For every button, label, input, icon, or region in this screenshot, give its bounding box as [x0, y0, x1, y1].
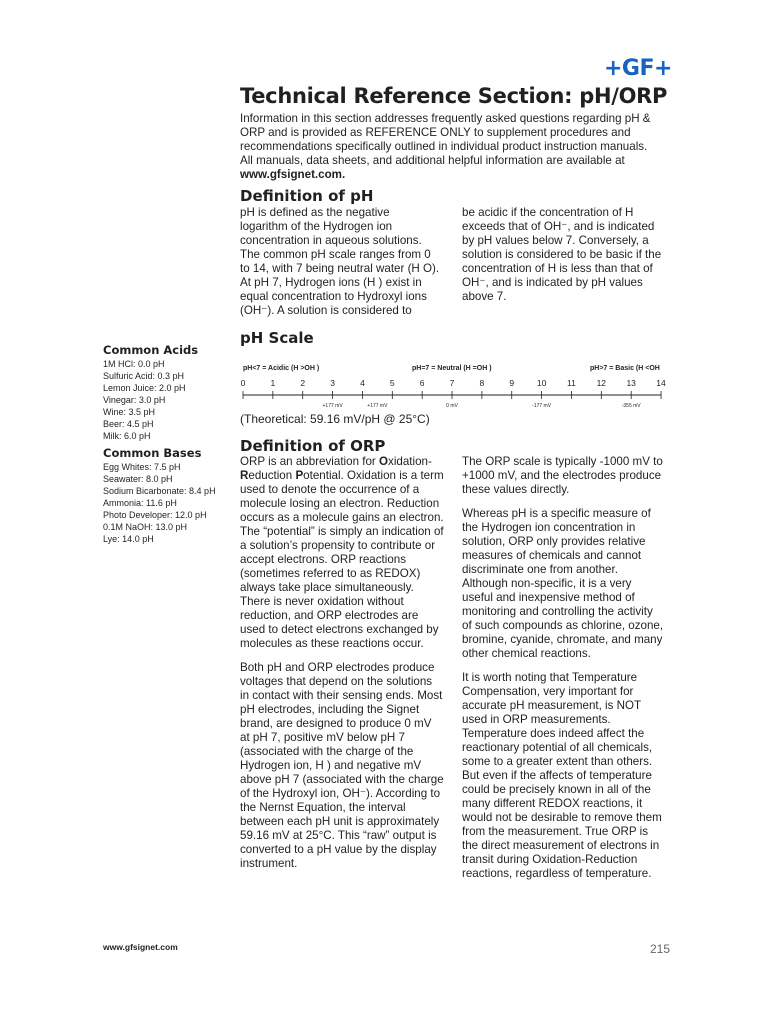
orp-left-paragraph-2: Both pH and ORP electrodes produce voltages that depend on the solutions in contact with their sensing ends. Most pH electrodes, including the Signet brand, are designed to produce 0 mV at pH 7, positive mV below pH 7 (associated with the charge of the Hydrogen ion, H ) and negative mV above pH 7 (associated with the charge of the Hydroxyl ion, OH⁻). According to the Nernst Equation, the interval between each pH unit is approximately 59.16 mV at 25°C. This “raw” output is converted to a pH value by the display instrument. [240, 661, 444, 870]
scale-number: 7 [449, 378, 455, 388]
scale-number: 14 [656, 378, 666, 388]
ph-definition-heading: Definition of pH [240, 187, 374, 205]
scale-number: 8 [479, 378, 485, 388]
orp-left-paragraph-1 [240, 455, 444, 651]
base-list-item: Photo Developer: 12.0 pH [103, 510, 207, 520]
orp-p1-bold-o: O [378, 455, 389, 468]
ph-definition-right-column: be acidic if the concentration of H exceeds that of OH⁻, and is indicated by pH values below 7. Conversely, a solution is considered to be basic if the concentration of H is less than that of OH⁻, and is indicated by pH values above 7. [462, 206, 662, 303]
acid-list-item: Sulfuric Acid: 0.3 pH [103, 371, 185, 381]
base-list-item: Ammonia: 11.6 pH [103, 498, 177, 508]
scale-number: 3 [330, 378, 335, 388]
orp-right-paragraph-2: Whereas pH is a specific measure of the Hydrogen ion concentration in solution, ORP only provides relative measures of chemicals and cannot discriminate one from another. Although non-specific, it is a very useful and inexpensive method of monitoring and controlling the activity of such compounds as chlorine, ozone, bromine, cyanide, chromate, and many other chemical reactions. [462, 507, 664, 660]
base-list-item: Egg Whites: 7.5 pH [103, 462, 181, 472]
base-list-item: Lye: 14.0 pH [103, 534, 154, 544]
intro-text: Information in this section addresses frequently asked questions regarding pH & ORP and is provided as REFERENCE ONLY to supplement procedures and recommendations specifically outlined in individual product instruction manuals. All manuals, data sheets, and additional helpful information are available at [240, 112, 651, 167]
orp-p1-bold-p: P [295, 469, 304, 482]
acid-list-item: Lemon Juice: 2.0 pH [103, 383, 186, 393]
scale-mv-labels [323, 403, 642, 409]
orp-p1-text-a: ORP is an abbreviation for [240, 455, 379, 468]
orp-p1-text-c: eduction [248, 469, 296, 482]
basic-label: pH>7 = Basic (H <OH [590, 365, 660, 372]
theoretical-note: (Theoretical: 59.16 mV/pH @ 25°C) [240, 412, 430, 426]
common-acids-heading: Common Acids [103, 343, 199, 357]
common-bases-list [103, 461, 238, 545]
footer-url[interactable]: www.gfsignet.com [103, 942, 178, 952]
scale-numbers [241, 378, 666, 388]
base-list-item: Sodium Bicarbonate: 8.4 pH [103, 486, 216, 496]
gf-logo: +GF+ [604, 56, 672, 81]
orp-left-column [240, 455, 444, 871]
website-link[interactable]: www.gfsignet.com. [240, 168, 346, 181]
scale-number: 10 [536, 378, 547, 388]
page-number: 215 [650, 942, 671, 956]
scale-number: 11 [567, 378, 576, 388]
orp-p1-bold-r: R [240, 469, 249, 482]
orp-right-column [462, 455, 664, 881]
scale-number: 12 [596, 378, 607, 388]
scale-mv-label: +177 mV [322, 403, 343, 409]
scale-number: 6 [419, 378, 425, 388]
scale-number: 1 [270, 378, 276, 388]
ph-scale-heading: pH Scale [240, 329, 314, 347]
scale-number: 4 [360, 378, 365, 388]
common-bases-heading: Common Bases [103, 446, 202, 460]
orp-p1-text-b: xidation- [388, 455, 432, 468]
ph-definition-left-column: pH is defined as the negative logarithm of the Hydrogen ion concentration in aqueous solutions. The common pH scale ranges from 0 to 14, with 7 being neutral water (H O). At pH 7, Hydrogen ions (H ) exist in equal concentration to Hydroxyl ions (OH⁻). A solution is considered to [240, 206, 440, 317]
common-bases-box [103, 446, 238, 545]
common-acids-box [103, 343, 238, 442]
acid-list-item: 1M HCl: 0.0 pH [103, 359, 165, 369]
ph-scale-diagram [236, 360, 668, 410]
scale-mv-label: +177 mV [367, 403, 388, 409]
scale-number: 0 [240, 378, 246, 388]
orp-definition-heading: Definition of ORP [240, 437, 386, 455]
scale-mv-label: -177 mV [532, 403, 552, 409]
common-acids-list [103, 358, 238, 442]
orp-right-paragraph-1: The ORP scale is typically -1000 mV to +1000 mV, and the electrodes produce these values directly. [462, 455, 663, 496]
scale-number: 5 [389, 378, 395, 388]
acidic-label: pH<7 = Acidic (H >OH ) [243, 365, 320, 372]
orp-p1-text-d: otential. Oxidation is a term used to denote the occurrence of a molecule losing an electron. Reduction occurs as a molecule gains an electron. The “potential” is simply an indication of a solution’s propensity to contribute or accept electrons. ORP reactions (sometimes referred to as REDOX) always take place simultaneously. There is never oxidation without reduction, and ORP electrodes are used to detect electrons exchanged by molecules as these reactions occur. [240, 469, 444, 650]
scale-mv-label: 0 mV [446, 403, 458, 409]
orp-right-paragraph-3: It is worth noting that Temperature Compensation, very important for accurate pH measurement, is NOT used in ORP measurements. Temperature does indeed affect the reactionary potential of all chemicals, some to a greater extent than others. But even if the affects of temperature could be precisely known in all of the many different REDOX reactions, it would not be desirable to remove them from the measurement. True ORP is the direct measurement of electrons in transit during Oxidation-Reduction reactions, regardless of temperature. [462, 671, 662, 880]
acid-list-item: Wine: 3.5 pH [103, 407, 156, 417]
acid-list-item: Vinegar: 3.0 pH [103, 395, 166, 405]
page-title: Technical Reference Section: pH/ORP [240, 84, 668, 108]
scale-number: 13 [626, 378, 636, 388]
acid-list-item: Milk: 6.0 pH [103, 431, 151, 441]
base-list-item: Seawater: 8.0 pH [103, 474, 173, 484]
scale-number: 9 [509, 378, 515, 388]
scale-number: 2 [300, 378, 306, 388]
intro-paragraph [240, 112, 662, 182]
acid-list-item: Beer: 4.5 pH [103, 419, 154, 429]
base-list-item: 0.1M NaOH: 13.0 pH [103, 522, 188, 532]
scale-mv-label: -355 mV [621, 403, 641, 409]
neutral-label: pH=7 = Neutral (H =OH ) [412, 365, 492, 372]
